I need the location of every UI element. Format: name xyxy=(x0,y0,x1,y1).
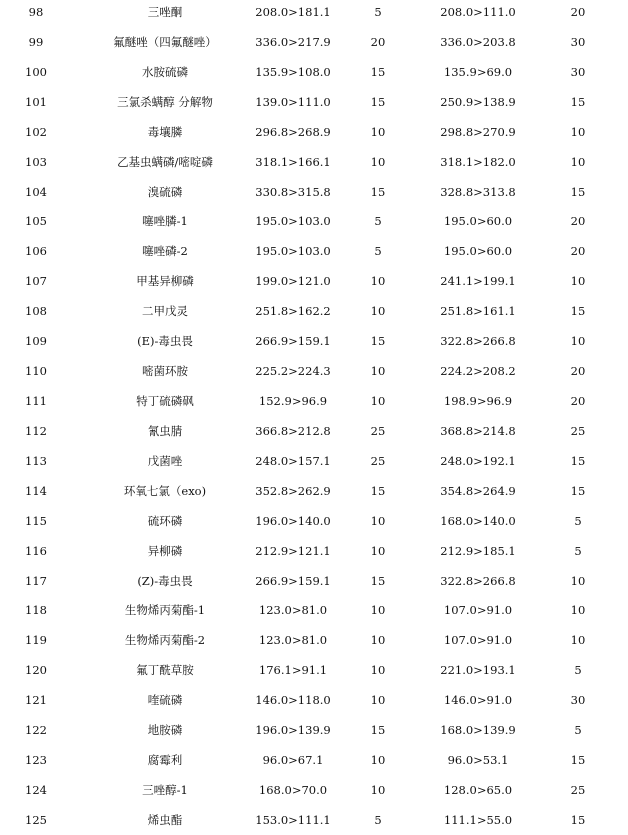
quant-ion-transition: 152.9>96.9 xyxy=(258,394,328,408)
qual-collision-energy: 10 xyxy=(570,603,586,618)
qual-collision-energy: 5 xyxy=(574,723,582,738)
row-number: 105 xyxy=(25,214,47,229)
row-number: 103 xyxy=(25,154,47,169)
quant-ion-transition: 296.8>268.9 xyxy=(255,124,331,139)
table-row xyxy=(0,147,628,177)
qual-ion-transition: 111.1>55.0 xyxy=(443,812,513,827)
quant-collision-energy: 10 xyxy=(370,603,386,618)
row-number: 99 xyxy=(28,34,44,49)
quant-ion-transition: 139.0>111.0 xyxy=(255,94,331,109)
quant-collision-energy: 15 xyxy=(370,64,386,79)
row-number: 108 xyxy=(25,304,47,319)
qual-collision-energy: 30 xyxy=(570,64,586,79)
table-row xyxy=(0,446,628,476)
table-row xyxy=(0,386,628,416)
qual-collision-energy: 20 xyxy=(570,244,586,259)
quant-collision-energy: 5 xyxy=(374,214,382,229)
qual-ion-transition: 336.0>203.8 xyxy=(440,34,516,49)
qual-ion-transition: 354.8>264.9 xyxy=(440,483,516,498)
qual-collision-energy: 30 xyxy=(570,693,586,708)
compound-name: 甲基异柳磷 xyxy=(136,274,194,289)
qual-collision-energy: 25 xyxy=(570,782,586,797)
qual-collision-energy: 10 xyxy=(570,154,586,169)
qual-collision-energy: 15 xyxy=(570,753,586,767)
quant-ion-transition: 330.8>315.8 xyxy=(255,184,331,199)
qual-ion-transition: 248.0>192.1 xyxy=(440,453,516,468)
row-number: 107 xyxy=(25,274,47,289)
quant-ion-transition: 225.2>224.3 xyxy=(255,364,331,378)
qual-collision-energy: 15 xyxy=(570,483,586,498)
qual-collision-energy: 5 xyxy=(574,543,582,558)
qual-collision-energy: 5 xyxy=(574,513,582,528)
quant-ion-transition: 212.9>121.1 xyxy=(255,543,331,558)
quant-collision-energy: 10 xyxy=(370,543,386,558)
row-number: 113 xyxy=(25,453,47,468)
table-row xyxy=(0,655,628,685)
qual-ion-transition: 168.0>139.9 xyxy=(440,723,516,738)
quant-ion-transition: 96.0>67.1 xyxy=(262,753,324,767)
compound-name: 水胺硫磷 xyxy=(142,64,188,79)
qual-ion-transition: 195.0>60.0 xyxy=(443,244,513,259)
quant-ion-transition: 266.9>159.1 xyxy=(255,573,331,588)
row-number: 123 xyxy=(25,753,47,767)
table-row xyxy=(0,536,628,566)
quant-collision-energy: 10 xyxy=(370,513,386,528)
quant-ion-transition: 366.8>212.8 xyxy=(255,423,331,438)
qual-collision-energy: 10 xyxy=(570,633,586,648)
qual-ion-transition: 318.1>182.0 xyxy=(440,154,516,169)
row-number: 110 xyxy=(25,364,47,378)
qual-collision-energy: 20 xyxy=(570,394,586,408)
quant-ion-transition: 195.0>103.0 xyxy=(255,214,331,229)
table-row xyxy=(0,625,628,655)
table-row xyxy=(0,177,628,207)
quant-collision-energy: 10 xyxy=(370,633,386,648)
qual-ion-transition: 251.8>161.1 xyxy=(440,304,516,319)
qual-ion-transition: 135.9>69.0 xyxy=(443,64,513,79)
table-row xyxy=(0,476,628,506)
qual-ion-transition: 146.0>91.0 xyxy=(443,693,513,708)
quant-collision-energy: 10 xyxy=(370,274,386,289)
qual-ion-transition: 224.2>208.2 xyxy=(440,364,516,378)
row-number: 125 xyxy=(25,812,47,827)
row-number: 124 xyxy=(25,782,47,797)
row-number: 122 xyxy=(25,723,47,738)
table-row xyxy=(0,27,628,57)
row-number: 98 xyxy=(28,5,44,19)
qual-collision-energy: 20 xyxy=(570,5,586,19)
table-row xyxy=(0,715,628,745)
compound-name: 异柳磷 xyxy=(147,543,183,558)
compound-name: 嘧菌环胺 xyxy=(142,364,188,378)
table-row xyxy=(0,685,628,715)
qual-collision-energy: 5 xyxy=(574,663,582,678)
qual-collision-energy: 15 xyxy=(570,184,586,199)
row-number: 116 xyxy=(25,543,47,558)
qual-collision-energy: 10 xyxy=(570,124,586,139)
qual-ion-transition: 208.0>111.0 xyxy=(440,5,516,19)
row-number: 114 xyxy=(25,483,47,498)
compound-name: 噻唑磷-2 xyxy=(142,244,188,259)
table-row xyxy=(0,236,628,266)
table-row xyxy=(0,805,628,835)
qual-ion-transition: 198.9>96.9 xyxy=(443,394,513,408)
table-row xyxy=(0,117,628,147)
quant-ion-transition: 199.0>121.0 xyxy=(255,274,331,289)
table-row xyxy=(0,266,628,296)
table-row xyxy=(0,416,628,446)
qual-collision-energy: 20 xyxy=(570,214,586,229)
compound-name: 喹硫磷 xyxy=(147,693,183,708)
row-number: 100 xyxy=(25,64,47,79)
quant-ion-transition: 146.0>118.0 xyxy=(255,693,331,708)
qual-collision-energy: 30 xyxy=(570,34,586,49)
quant-collision-energy: 5 xyxy=(374,812,382,827)
table-row xyxy=(0,326,628,356)
qual-ion-transition: 221.0>193.1 xyxy=(440,663,516,678)
row-number: 102 xyxy=(25,124,47,139)
quant-ion-transition: 135.9>108.0 xyxy=(255,64,331,79)
quant-collision-energy: 15 xyxy=(370,723,386,738)
row-number: 115 xyxy=(25,513,47,528)
qual-collision-energy: 10 xyxy=(570,274,586,289)
qual-ion-transition: 195.0>60.0 xyxy=(443,214,513,229)
qual-collision-energy: 10 xyxy=(570,573,586,588)
quant-collision-energy: 5 xyxy=(374,244,382,259)
quant-ion-transition: 176.1>91.1 xyxy=(258,663,328,678)
quant-ion-transition: 266.9>159.1 xyxy=(255,334,331,349)
qual-collision-energy: 15 xyxy=(570,812,586,827)
row-number: 109 xyxy=(25,334,47,349)
compound-name: 乙基虫螨磷/嘧啶磷 xyxy=(117,154,213,169)
qual-ion-transition: 322.8>266.8 xyxy=(440,334,516,349)
qual-ion-transition: 328.8>313.8 xyxy=(440,184,516,199)
quant-collision-energy: 10 xyxy=(370,364,386,378)
qual-collision-energy: 15 xyxy=(570,304,586,319)
quant-collision-energy: 5 xyxy=(374,5,382,19)
compound-name: 腐霉利 xyxy=(147,753,183,767)
row-number: 117 xyxy=(25,573,47,588)
table-row xyxy=(0,356,628,386)
compound-name: 特丁硫磷砜 xyxy=(136,394,194,408)
quant-collision-energy: 10 xyxy=(370,693,386,708)
table-row xyxy=(0,745,628,775)
compound-name: 氟醚唑（四氟醚唑） xyxy=(113,34,217,49)
compound-name: 烯虫酯 xyxy=(147,812,183,827)
table-row xyxy=(0,775,628,805)
compound-name: 生物烯丙菊酯-2 xyxy=(124,633,206,648)
quant-ion-transition: 153.0>111.1 xyxy=(255,812,331,827)
qual-collision-energy: 20 xyxy=(570,364,586,378)
qual-ion-transition: 298.8>270.9 xyxy=(440,124,516,139)
quant-ion-transition: 196.0>139.9 xyxy=(255,723,331,738)
qual-ion-transition: 96.0>53.1 xyxy=(447,753,509,767)
quant-ion-transition: 123.0>81.0 xyxy=(258,603,328,618)
quant-collision-energy: 15 xyxy=(370,334,386,349)
compound-name: 环氧七氯（exo) xyxy=(123,483,207,498)
qual-ion-transition: 107.0>91.0 xyxy=(443,633,513,648)
quant-collision-energy: 10 xyxy=(370,394,386,408)
quant-collision-energy: 15 xyxy=(370,483,386,498)
quant-collision-energy: 10 xyxy=(370,124,386,139)
qual-ion-transition: 241.1>199.1 xyxy=(440,274,516,289)
row-number: 111 xyxy=(25,394,47,408)
compound-name: 三唑醇-1 xyxy=(142,782,188,797)
compound-name: 氰虫腈 xyxy=(147,423,183,438)
quant-collision-energy: 10 xyxy=(370,154,386,169)
quant-ion-transition: 123.0>81.0 xyxy=(258,633,328,648)
qual-ion-transition: 168.0>140.0 xyxy=(440,513,516,528)
compound-name: 二甲戊灵 xyxy=(142,304,188,319)
row-number: 106 xyxy=(25,244,47,259)
quant-ion-transition: 208.0>181.1 xyxy=(255,5,331,19)
qual-ion-transition: 368.8>214.8 xyxy=(440,423,516,438)
compound-name: 生物烯丙菊酯-1 xyxy=(124,603,206,618)
compound-name: 三氯杀螨醇 分解物 xyxy=(117,94,213,109)
quant-collision-energy: 10 xyxy=(370,663,386,678)
quant-collision-energy: 15 xyxy=(370,94,386,109)
table-row xyxy=(0,296,628,326)
compound-name: 地胺磷 xyxy=(147,723,183,738)
table-row xyxy=(0,595,628,625)
row-number: 121 xyxy=(25,693,47,708)
row-number: 119 xyxy=(25,633,47,648)
qual-ion-transition: 128.0>65.0 xyxy=(443,782,513,797)
row-number: 120 xyxy=(25,663,47,678)
quant-ion-transition: 196.0>140.0 xyxy=(255,513,331,528)
table-row xyxy=(0,566,628,596)
quant-ion-transition: 352.8>262.9 xyxy=(255,483,331,498)
qual-ion-transition: 250.9>138.9 xyxy=(440,94,516,109)
quant-ion-transition: 168.0>70.0 xyxy=(258,782,328,797)
compound-name: (E)-毒虫畏 xyxy=(137,334,193,349)
qual-collision-energy: 10 xyxy=(570,334,586,349)
quant-collision-energy: 15 xyxy=(370,184,386,199)
compound-name: 噻唑膦-1 xyxy=(142,214,188,229)
compound-name: 三唑酮 xyxy=(147,5,183,19)
quant-collision-energy: 25 xyxy=(370,423,386,438)
quant-ion-transition: 251.8>162.2 xyxy=(255,304,331,319)
quant-collision-energy: 25 xyxy=(370,453,386,468)
quant-ion-transition: 336.0>217.9 xyxy=(255,34,331,49)
quant-ion-transition: 318.1>166.1 xyxy=(255,154,331,169)
row-number: 101 xyxy=(25,94,47,109)
compound-name: 溴硫磷 xyxy=(147,184,183,199)
qual-ion-transition: 322.8>266.8 xyxy=(440,573,516,588)
table-row xyxy=(0,57,628,87)
row-number: 118 xyxy=(25,603,47,618)
quant-collision-energy: 20 xyxy=(370,34,386,49)
qual-collision-energy: 25 xyxy=(570,423,586,438)
quant-collision-energy: 15 xyxy=(370,573,386,588)
qual-ion-transition: 212.9>185.1 xyxy=(440,543,516,558)
quant-collision-energy: 10 xyxy=(370,753,386,767)
compound-name: 戊菌唑 xyxy=(147,453,183,468)
table-row xyxy=(0,87,628,117)
compound-name: 毒壤膦 xyxy=(147,124,183,139)
table-row xyxy=(0,206,628,236)
quant-ion-transition: 248.0>157.1 xyxy=(255,453,331,468)
qual-collision-energy: 15 xyxy=(570,453,586,468)
row-number: 104 xyxy=(25,184,47,199)
quant-collision-energy: 10 xyxy=(370,304,386,319)
compound-name: 氟丁酰草胺 xyxy=(136,663,194,678)
compound-name: (Z)-毒虫畏 xyxy=(137,573,193,588)
table-row xyxy=(0,0,628,27)
row-number: 112 xyxy=(25,423,47,438)
compound-name: 硫环磷 xyxy=(147,513,183,528)
qual-collision-energy: 15 xyxy=(570,94,586,109)
qual-ion-transition: 107.0>91.0 xyxy=(443,603,513,618)
table-row xyxy=(0,506,628,536)
quant-collision-energy: 10 xyxy=(370,782,386,797)
quant-ion-transition: 195.0>103.0 xyxy=(255,244,331,259)
